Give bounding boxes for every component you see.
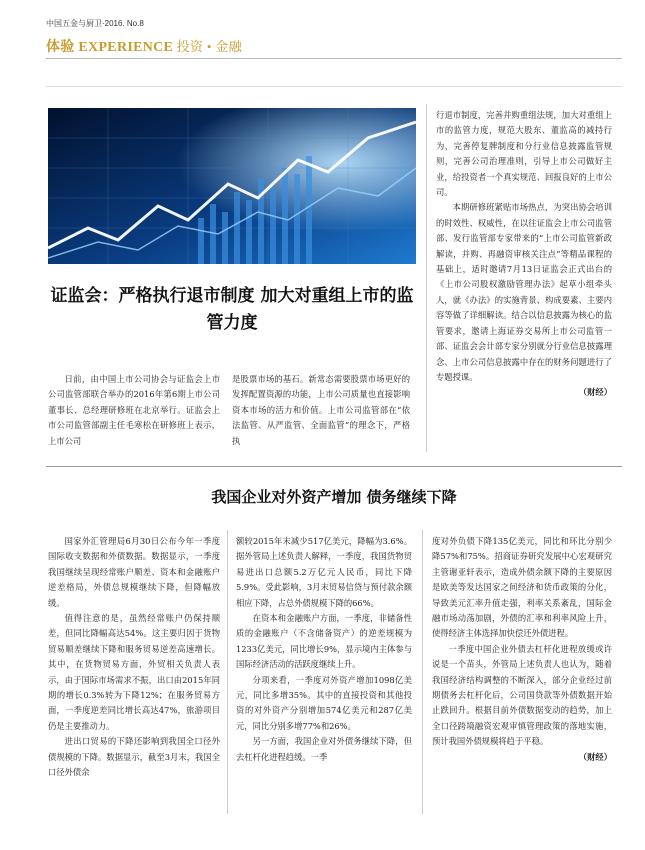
section-header	[46, 36, 242, 56]
article-divider	[46, 466, 622, 467]
article1-paragraph: 是股票市场的基石。新常态需要股票市场更好的发挥配置资源的功能，上市公司质量也直接影响资本市场的活力和价值。上市公司监管部在“依法监管、从严监管、全面监管”的理念下，严格执	[232, 374, 410, 446]
article2-column-1	[48, 534, 220, 814]
article2-paragraph: 在资本和金融账户方面，一季度，非储备性质的金融账户（不含储备资产）的逆差规模为1233亿美元，同比增长9%，显示境内主体参与国际经济活动的活跃度继续上升。	[236, 613, 412, 670]
article2-paragraph: 另一方面，我国企业对外债务继续下降，但去杠杆化进程趋缓。一季	[236, 736, 412, 762]
financial-chart-illustration	[48, 108, 416, 264]
article2-paragraph: 一季度中国企业外债去杠杆化进程放缓或许说是一个苗头，外管局上述负责人也认为，随着我国经济结构调整的不断深入，部分企业经过前期债务去杠杆化后，公司国贷款等外债数据开始止跌回升。根据目前外债数据变动的趋势，加上全口径跨境融资宏观审慎管理政策的落地实施，预计我国外债规模将趋于平稳。	[432, 643, 612, 747]
article2-paragraph: 分项来看，一季度对外资产增加1098亿美元，同比多增35%。其中的直接投资和其他投资的对外资产分别增加574亿美元和287亿美元，同比分别多增77%和26%。	[236, 674, 412, 731]
top-divider	[46, 58, 622, 59]
article1-column-1	[48, 372, 220, 450]
article2-source: （财经）	[578, 751, 612, 762]
section-sublabel: 投资 • 金融	[173, 39, 242, 54]
column-divider	[227, 530, 228, 814]
magazine-masthead: 中国五金与厨卫·2016. No.8	[46, 19, 144, 28]
column-divider	[426, 104, 427, 452]
article2-paragraph: 国家外汇管理局6月30日公布今年一季度国际收支数据和外债数据。数据显示，一季度我国继续呈现经常账户顺差、资本和金融账户逆差格局，外债总规模继续下降，但降幅放缓。	[48, 536, 220, 608]
article1-paragraph: 本期研修班紧贴市场热点，为突出协会培训的时效性、权威性，在以往证监会上市公司监管部、发行监管部专家带来的“上市公司监管新政解读，并购、再融资审核关注点”等精品课程的基础上，适时邀请7月13日证监会正式出台的《上市公司股权激励管理办法》起草小组牵头人，就《办法》的实施背景、构成要素、主要内容等做了详细解读。结合以信息披露为核心的监管要求，邀请上海证券交易所上市公司监管一部、证监会会计部专家分别就分行业信息披露理念、上市公司信息披露中存在的财务问题进行了专题授课。	[436, 202, 612, 382]
article2-paragraph: 度对外负债下降135亿美元，同比和环比分别少降57%和75%。招商证券研究发展中心宏观研究主管谢亚轩表示，造成外债余额下降的主要原因是欧美等发达国家之间经济和货币政策的分化，导致美元汇率升值走强，利率关系紊乱，国际金融市场动荡加剧，外债的汇率和利率风险上升，使得经济主体选择加快偿还外债进程。	[432, 536, 612, 639]
article1-source: （财经）	[578, 387, 612, 398]
article1-headline: 证监会：严格执行退市制度 加大对重组上市的监管力度	[50, 286, 414, 334]
article2-column-3	[432, 534, 612, 814]
article1-paragraph: 日前，由中国上市公司协会与证监会上市公司监管部联合举办的2016年第6期上市公司董事长、总经理研修班在北京举行。证监会上市公司监管部副主任毛寒松在研修班上表示，上市公司	[48, 374, 220, 446]
article1-paragraph: 行退市制度，完善并购重组法规，加大对重组上市的监管力度，规范大股东、董监高的减持行为，完善停复牌制度和分行业信息披露监管规则，完善公司治理准则，引导上市公司做好主业，给投资者一个真实规范、回报良好的上市公司。	[436, 110, 612, 198]
article1-column-2	[232, 372, 410, 450]
article2-paragraph: 值得注意的是，虽然经常账户仍保持顺差，但同比降幅高达54%。这主要归因于货物贸易顺差继续下降和服务贸易逆差高速增长。其中，在货物贸易方面，外贸相关负责人表示，由于国际市场需求不振，出口由2015年同期的增长0.3%转为下降12%；在服务贸易方面，一季度逆差同比增长高达47%，旅游项目仍是主要推动力。	[48, 613, 220, 731]
article1-column-3	[436, 108, 612, 454]
article2-headline: 我国企业对外资产增加 债务继续下降	[211, 488, 457, 506]
column-divider	[422, 530, 423, 814]
article2-paragraph: 进出口贸易的下降还影响到我国全口径外债规模的下降。数据显示，截至3月末，我国全口径外债余	[48, 736, 220, 778]
chart-graphic	[48, 108, 416, 264]
article2-column-2	[236, 534, 412, 814]
section-label: 体验 EXPERIENCE	[46, 40, 174, 55]
article2-paragraph: 额较2015年末减少517亿美元，降幅为3.6%。据外管局上述负责人解释，一季度，我国货物贸易进出口总额5.2万亿元人民币，同比下降5.9%。受此影响，3月末贸易信贷与预付款余额相应下降，占总外债规模下降的66%。	[236, 536, 412, 608]
header-divider	[46, 86, 622, 87]
